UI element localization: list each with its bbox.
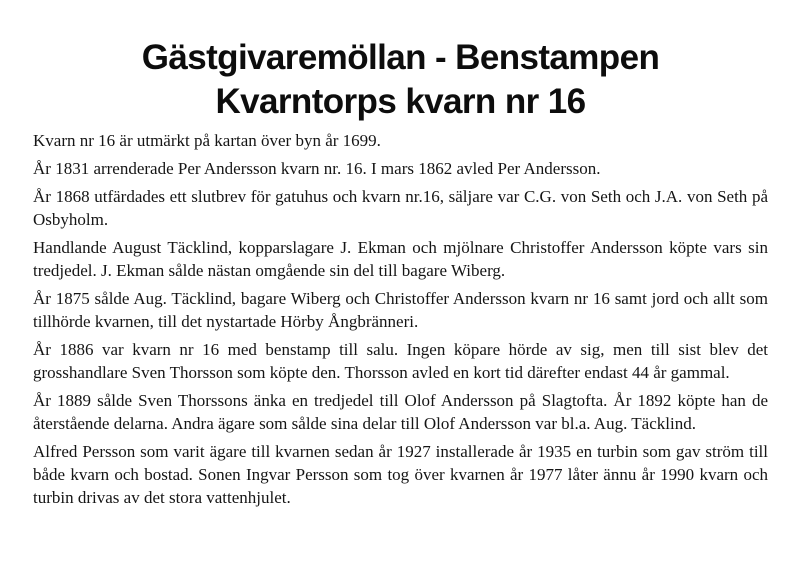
paragraph: År 1868 utfärdades ett slutbrev för gatuhus och kvarn nr.16, säljare var C.G. von Seth och J.A. von Seth på Osbyholm.: [33, 187, 768, 229]
paragraph: Alfred Persson som varit ägare till kvarnen sedan år 1927 installerade år 1935 en turbin som gav ström till både kvarn och bostad. Sonen Ingvar Persson som tog över kvarnen år 1977 låter ännu år 1990 kvarn och turbin drivas av det stora vattenhjulet.: [33, 442, 768, 507]
paragraph: År 1831 arrenderade Per Andersson kvarn nr. 16. I mars 1862 avled Per Andersson.: [33, 159, 601, 178]
paragraph: År 1889 sålde Sven Thorssons änka en tredjedel till Olof Andersson på Slagtofta. År 1892 köpte han de återstående delarna. Andra ägare som sålde sina delar till Olof Andersson var bl.a. Aug. Täcklind.: [33, 391, 768, 433]
paragraph: Handlande August Täcklind, kopparslagare J. Ekman och mjölnare Christoffer Andersson köpte vars sin tredjedel. J. Ekman sålde nästan omgående sin del till bagare Wiberg.: [33, 238, 768, 280]
title-line-1: Gästgivaremöllan - Benstampen: [141, 38, 660, 77]
page-title: [33, 36, 768, 124]
title-line-2: Kvarntorps kvarn nr 16: [215, 82, 586, 121]
paragraph: Kvarn nr 16 är utmärkt på kartan över byn år 1699.: [33, 131, 381, 150]
paragraph: År 1886 var kvarn nr 16 med benstamp till salu. Ingen köpare hörde av sig, men till sist blev det grosshandlare Sven Thorsson som köpte den. Thorsson avled en kort tid därefter endast 44 år gammal.: [33, 340, 768, 382]
paragraph: År 1875 sålde Aug. Täcklind, bagare Wiberg och Christoffer Andersson kvarn nr 16 samt jord och allt som tillhörde kvarnen, till det nystartade Hörby Ångbränneri.: [33, 289, 768, 331]
body-text: [33, 129, 768, 509]
